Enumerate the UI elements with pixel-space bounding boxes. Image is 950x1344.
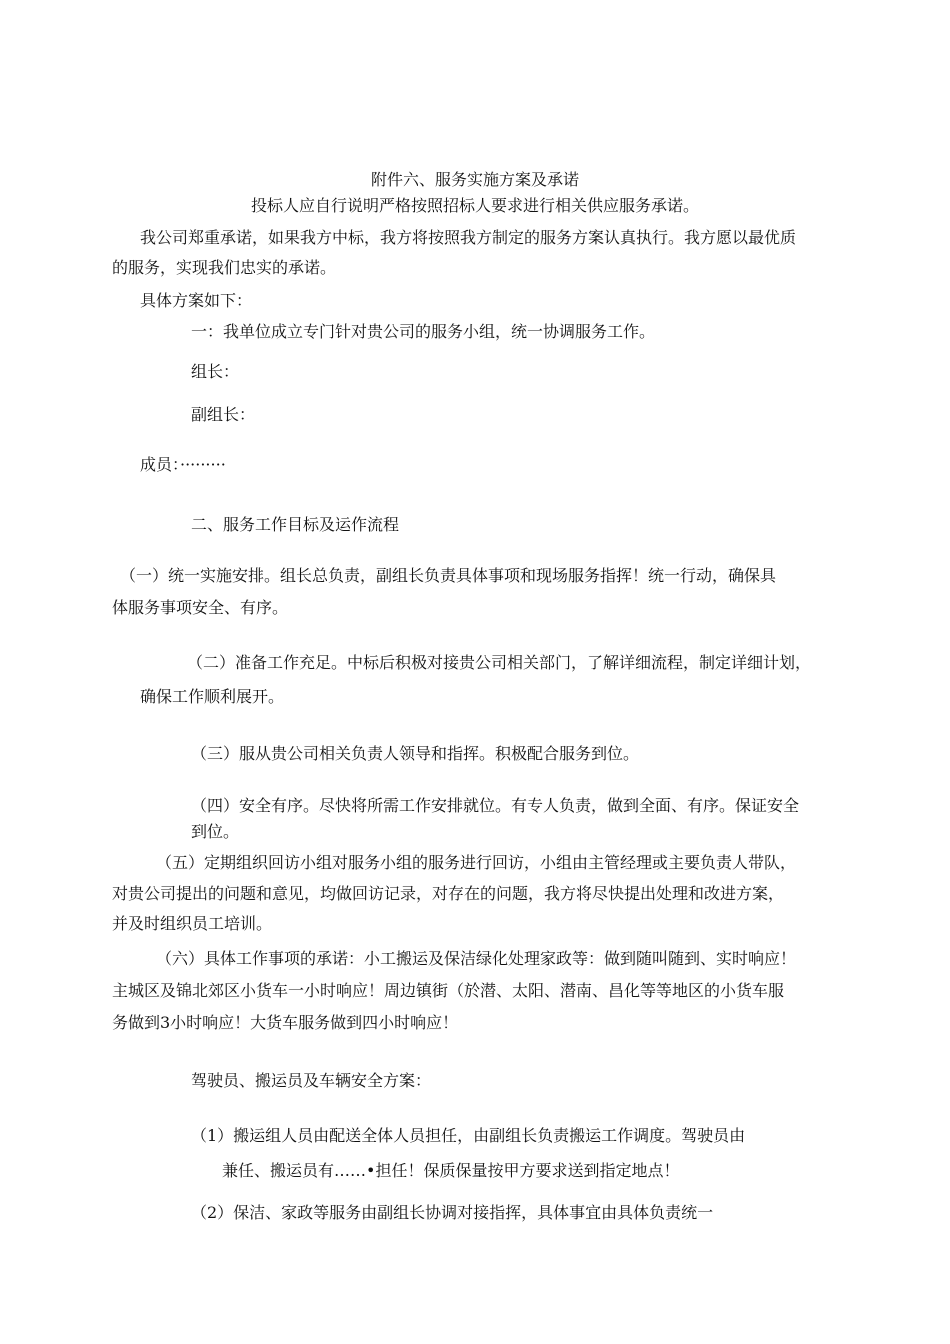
item-1-line-1: （一）统一实施安排。组长总负责，副组长负责具体事项和现场服务指挥！统一行动，确保具 (120, 566, 777, 585)
point-1-line-2: 兼任、搬运员有……•担任！保质保量按甲方要求送到指定地点！ (222, 1161, 680, 1180)
item-2-line-1: （二）准备工作充足。中标后积极对接贵公司相关部门，了解详细流程，制定详细计划， (187, 653, 812, 672)
item-4-line-1: （四）安全有序。尽快将所需工作安排就位。有专人负责，做到全面、有序。保证安全 (191, 796, 800, 815)
item-2-line-2: 确保工作顺利展开。 (140, 687, 285, 706)
item-6-line-1: （六）具体工作事项的承诺：小工搬运及保洁绿化处理家政等：做到随叫随到、实时响应！ (156, 949, 797, 968)
doc-title: 附件六、服务实施方案及承诺 (370, 170, 579, 189)
intro-line-2: 的服务，实现我们忠实的承诺。 (112, 258, 337, 277)
plan-heading: 具体方案如下： (140, 291, 253, 310)
item-5-line-3: 并及时组织员工培训。 (112, 914, 273, 933)
item-5-line-1: （五）定期组织回访小组对服务小组的服务进行回访，小组由主管经理或主要负责人带队， (156, 853, 797, 872)
driver-safety-heading: 驾驶员、搬运员及车辆安全方案： (191, 1071, 432, 1090)
section-1-heading: 一：我单位成立专门针对贵公司的服务小组，统一协调服务工作。 (191, 322, 656, 341)
item-1-line-2: 体服务事项安全、有序。 (112, 598, 289, 617)
section-2-heading: 二、服务工作目标及运作流程 (191, 515, 400, 534)
deputy-leader-label: 副组长： (191, 405, 256, 424)
leader-label: 组长： (191, 362, 240, 381)
item-5-line-2: 对贵公司提出的问题和意见，均做回访记录，对存在的问题，我方将尽快提出处理和改进方案， (112, 884, 785, 903)
point-2-line-1: （2）保洁、家政等服务由副组长协调对接指挥，具体事宜由具体负责统一 (191, 1203, 714, 1222)
members-label: 成员：········· (140, 455, 226, 474)
doc-subtitle: 投标人应自行说明严格按照招标人要求进行相关供应服务承诺。 (250, 196, 699, 215)
item-3-line-1: （三）服从贵公司相关负责人领导和指挥。积极配合服务到位。 (191, 744, 640, 763)
item-6-line-2: 主城区及锦北郊区小货车一小时响应！周边镇街（於潜、太阳、潜南、昌化等等地区的小货车服 (112, 981, 785, 1000)
item-6-line-3: 务做到3小时响应！大货车服务做到四小时响应！ (112, 1013, 459, 1032)
intro-line-1: 我公司郑重承诺，如果我方中标，我方将按照我方制定的服务方案认真执行。我方愿以最优质 (140, 228, 797, 247)
item-4-line-2: 到位。 (191, 822, 240, 841)
point-1-line-1: （1）搬运组人员由配送全体人员担任，由副组长负责搬运工作调度。驾驶员由 (191, 1126, 746, 1145)
